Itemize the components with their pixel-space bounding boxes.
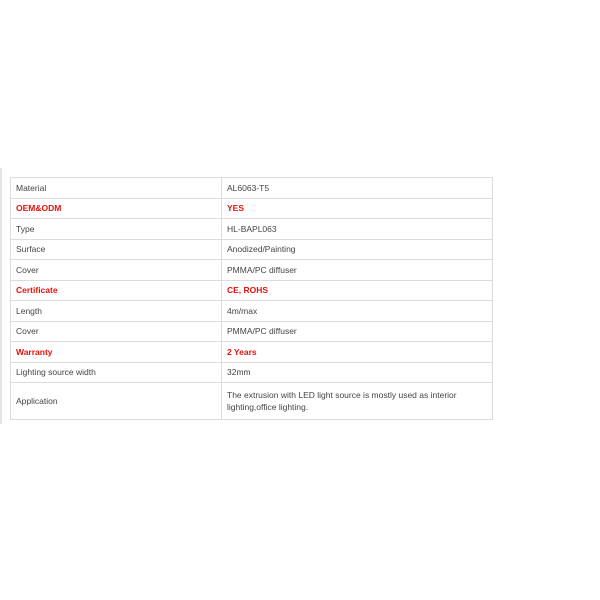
row-value: AL6063-T5 xyxy=(222,178,493,199)
table-row-warranty xyxy=(11,342,493,363)
row-label: OEM&ODM xyxy=(11,198,222,219)
row-label: Type xyxy=(11,219,222,240)
row-value: 4m/max xyxy=(222,301,493,322)
table-row-length xyxy=(11,301,493,322)
table-row-type xyxy=(11,219,493,240)
row-value: YES xyxy=(222,198,493,219)
row-label: Material xyxy=(11,178,222,199)
row-value: CE, ROHS xyxy=(222,280,493,301)
row-value: HL-BAPL063 xyxy=(222,219,493,240)
row-value: 32mm xyxy=(222,362,493,383)
row-label: Warranty xyxy=(11,342,222,363)
row-label: Length xyxy=(11,301,222,322)
row-label: Cover xyxy=(11,321,222,342)
table-row-application xyxy=(11,383,493,420)
row-label: Surface xyxy=(11,239,222,260)
table-row-oem-odm xyxy=(11,198,493,219)
table-row-surface xyxy=(11,239,493,260)
row-label: Lighting source width xyxy=(11,362,222,383)
row-value: The extrusion with LED light source is mostly used as interior lighting,office lighting. xyxy=(222,383,493,420)
row-label: Cover xyxy=(11,260,222,281)
table-row-certificate xyxy=(11,280,493,301)
row-label: Application xyxy=(11,383,222,420)
table-row-cover xyxy=(11,260,493,281)
table-row-cover-2 xyxy=(11,321,493,342)
left-divider xyxy=(0,168,2,424)
spec-table xyxy=(10,177,493,420)
row-value: 2 Years xyxy=(222,342,493,363)
row-value: Anodized/Painting xyxy=(222,239,493,260)
row-value: PMMA/PC diffuser xyxy=(222,321,493,342)
table-row-lighting-source-width xyxy=(11,362,493,383)
table-row-material xyxy=(11,178,493,199)
row-value: PMMA/PC diffuser xyxy=(222,260,493,281)
row-label: Certificate xyxy=(11,280,222,301)
